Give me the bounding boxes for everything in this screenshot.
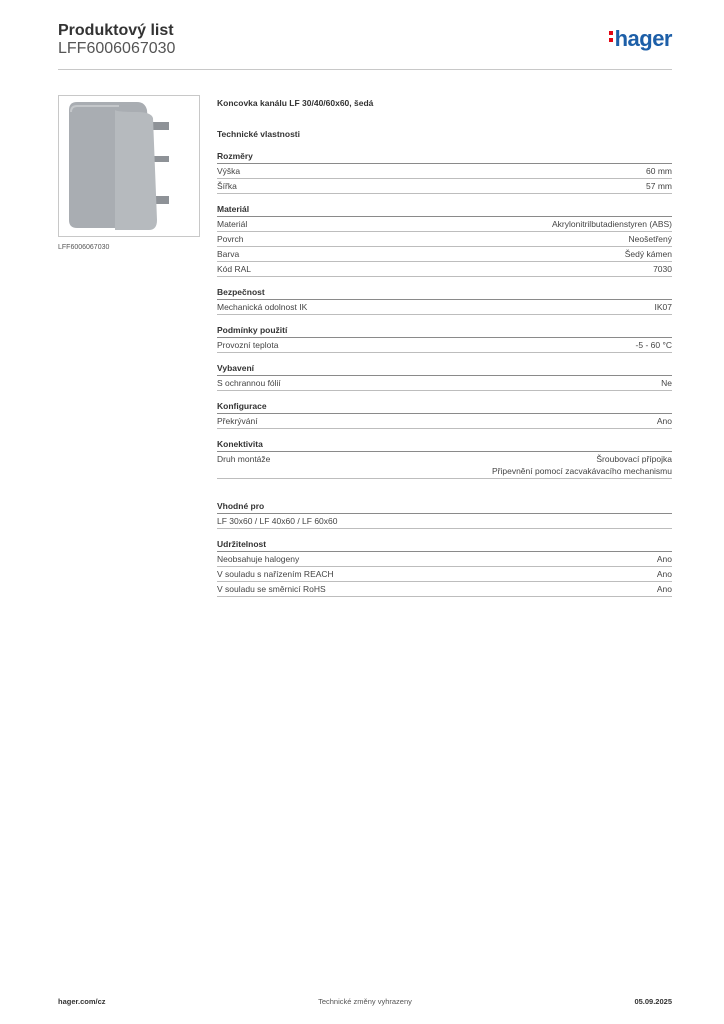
spec-label: Druh montáže [217,454,271,464]
spec-section-title: Rozměry [217,150,672,164]
spec-row [217,262,672,277]
spec-value [552,218,672,230]
spec-value-line: Šedý kámen [624,249,672,259]
spec-value [657,553,672,565]
footer-website-link[interactable]: hager.com/cz [58,997,106,1006]
footer-date: 05.09.2025 [634,997,672,1006]
spec-label: Mechanická odolnost IK [217,302,308,312]
spec-value-line: -5 - 60 °C [635,340,672,350]
spec-value-line: 7030 [653,264,672,274]
spec-value [625,248,672,260]
spec-label: Provozní teplota [217,340,279,350]
spec-label: LF 30x60 / LF 40x60 / LF 60x60 [217,516,338,526]
spec-label: Šířka [217,181,237,191]
spec-section-title: Podmínky použití [217,324,672,338]
spec-row [217,552,672,567]
spec-row [217,300,672,315]
spec-value [636,339,672,351]
spec-row [217,217,672,232]
spec-section [217,150,672,194]
spec-value [646,180,672,192]
cap-side [115,110,157,230]
spec-row [217,338,672,353]
spec-row [217,452,672,479]
spec-value-line: Šroubovací přípojka [596,454,672,464]
spec-value-line: 60 mm [646,166,672,176]
header-divider [58,69,672,70]
spec-section-title: Konfigurace [217,400,672,414]
spec-value-line: Ano [656,569,672,579]
spec-label: V souladu s nařízením REACH [217,569,334,579]
spec-label: Povrch [217,234,244,244]
spec-section [217,438,672,479]
spec-value-line: Akrylonitrilbutadienstyren (ABS) [552,219,672,229]
spec-value-line: Neošetřený [628,234,672,244]
spec-value [655,301,673,313]
spec-row [217,164,672,179]
spec-label: Materiál [217,219,248,229]
spec-section-title: Udržitelnost [217,538,672,552]
spec-value [657,568,672,580]
spec-section [217,400,672,429]
spec-section-title: Vhodné pro [217,500,672,514]
footer-disclaimer: Technické změny vyhrazeny [318,997,412,1006]
logo-text: hager [614,26,672,51]
spec-value [653,263,672,275]
spec-label: Překrývání [217,416,258,426]
spec-row [217,567,672,582]
spec-value [646,165,672,177]
spec-value [657,583,672,595]
spec-value-line: Ne [661,378,672,388]
spec-label: Kód RAL [217,264,252,274]
spec-label: Barva [217,249,240,259]
spec-row [217,247,672,262]
spec-section [217,538,672,597]
page-title: Produktový list [58,22,174,39]
spec-value-line: IK07 [654,302,672,312]
spec-value [629,233,672,245]
page-footer [58,997,672,1011]
spec-row [217,414,672,429]
spec-section-title: Materiál [217,203,672,217]
spec-value-line: Ano [656,584,672,594]
spec-row [217,376,672,391]
specifications [217,96,672,597]
spec-section [217,362,672,391]
end-cap-illustration [59,96,199,236]
spec-value-line: 57 mm [646,181,672,191]
spec-section-title: Bezpečnost [217,286,672,300]
product-image [58,95,200,237]
page-header [58,20,672,70]
spec-label: Neobsahuje halogeny [217,554,300,564]
spec-section [217,203,672,277]
spec-row [217,514,672,529]
spec-value [492,453,672,477]
spec-row [217,582,672,597]
spec-value [661,377,672,389]
spec-value-line: Ano [656,416,672,426]
hager-logo[interactable] [609,26,672,52]
spec-value-line: Ano [656,554,672,564]
technical-properties-heading: Technické vlastnosti [217,129,300,139]
spec-sections [217,150,672,597]
spec-row [217,179,672,194]
spec-value-line: Připevnění pomocí zacvakávacího mechanismu [491,466,672,476]
product-code: LFF6006067030 [58,40,176,57]
spec-label: S ochrannou fólií [217,378,281,388]
spec-section-title: Konektivita [217,438,672,452]
spec-value [657,415,672,427]
spec-label: Výška [217,166,241,176]
spec-label: V souladu se směrnicí RoHS [217,584,326,594]
spec-row [217,232,672,247]
spec-section [217,324,672,353]
spec-section-title: Vybavení [217,362,672,376]
spec-section [217,500,672,529]
product-description: Koncovka kanálu LF 30/40/60x60, šedá [217,98,374,108]
spec-section [217,286,672,315]
logo-dots-icon [609,31,613,43]
product-image-caption: LFF6006067030 [58,244,110,251]
